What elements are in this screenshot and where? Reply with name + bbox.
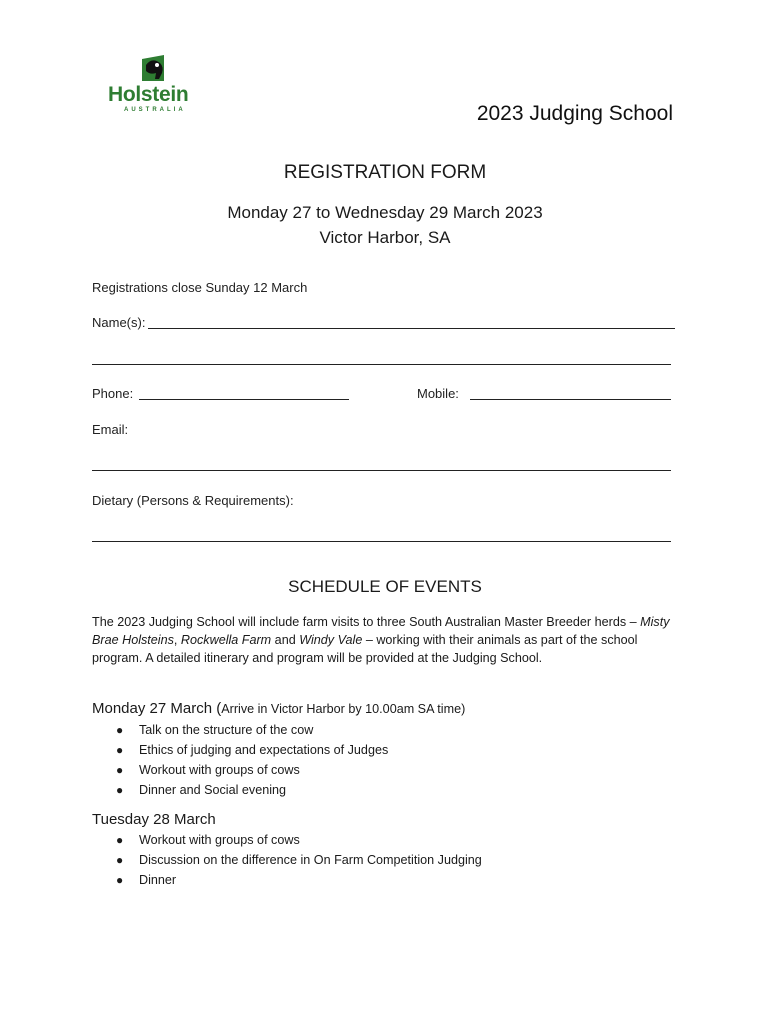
logo-subtitle: AUSTRALIA [124,107,186,113]
tuesday-events-list [92,830,482,890]
day-heading-note: Arrive in Victor Harbor by 10.00am SA time) [221,702,466,716]
holstein-logo [108,55,198,115]
day-heading-text: Monday 27 March ( [92,700,222,717]
bullet-icon: ● [116,833,124,847]
schedule-title: SCHEDULE OF EVENTS [288,577,482,596]
logo-wordmark: Holstein [108,83,189,106]
email-input-line[interactable] [92,470,671,471]
names-input-line[interactable] [148,328,675,329]
mobile-input-line[interactable] [470,399,671,400]
day-heading-monday [92,700,465,717]
list-item-text: Workout with groups of cows [139,763,300,777]
list-item-text: Dinner [139,873,177,887]
dietary-input-line[interactable] [92,541,671,542]
mobile-label: Mobile: [417,386,459,401]
intro-separator: , [173,633,181,647]
bullet-icon: ● [116,783,124,797]
phone-input-line[interactable] [139,399,349,400]
list-item-text: Talk on the structure of the cow [139,723,314,737]
herd-name: Rockwella Farm [180,633,272,647]
intro-text-1: The 2023 Judging School will include farm visits to three South Australian Master Breeder herds – [92,615,641,629]
list-item-text: Dinner and Social evening [139,783,287,797]
monday-events-list [92,720,388,800]
list-item [92,740,388,760]
phone-label: Phone: [92,386,134,401]
bullet-icon: ● [116,853,124,867]
dietary-label: Dietary (Persons & Requirements): [92,493,294,508]
list-item-text: Ethics of judging and expectations of Judges [139,743,389,757]
list-item-text: Workout with groups of cows [139,833,300,847]
intro-separator: and [271,633,300,647]
names-input-line-2[interactable] [92,364,671,365]
bullet-icon: ● [116,723,124,737]
day-heading-text: Tuesday 28 March [92,811,216,828]
list-item [92,720,388,740]
bullet-icon: ● [116,743,124,757]
intro-text-2: – working with their animals as part of the school program. A detailed itinerary and program will be provided at the Judging School. [92,633,638,665]
registration-close-notice: Registrations close Sunday 12 March [92,280,308,295]
herd-name: Windy Vale [299,633,363,647]
email-label: Email: [92,422,129,437]
list-item-text: Discussion on the difference in On Farm Competition Judging [139,853,482,867]
event-location: Victor Harbor, SA [319,228,451,247]
bullet-icon: ● [116,763,124,777]
list-item [92,830,482,850]
schedule-intro [92,613,672,667]
list-item [92,850,482,870]
bullet-icon: ● [116,873,124,887]
herd-name: Misty Brae Holsteins [92,615,670,647]
holstein-cow-logo-icon [138,55,168,83]
day-heading-tuesday [92,811,216,828]
list-item [92,870,482,890]
event-title: 2023 Judging School [476,102,673,125]
list-item [92,760,388,780]
list-item [92,780,388,800]
form-title: REGISTRATION FORM [283,162,487,183]
event-dates: Monday 27 to Wednesday 29 March 2023 [227,203,543,222]
names-label: Name(s): [92,315,146,330]
